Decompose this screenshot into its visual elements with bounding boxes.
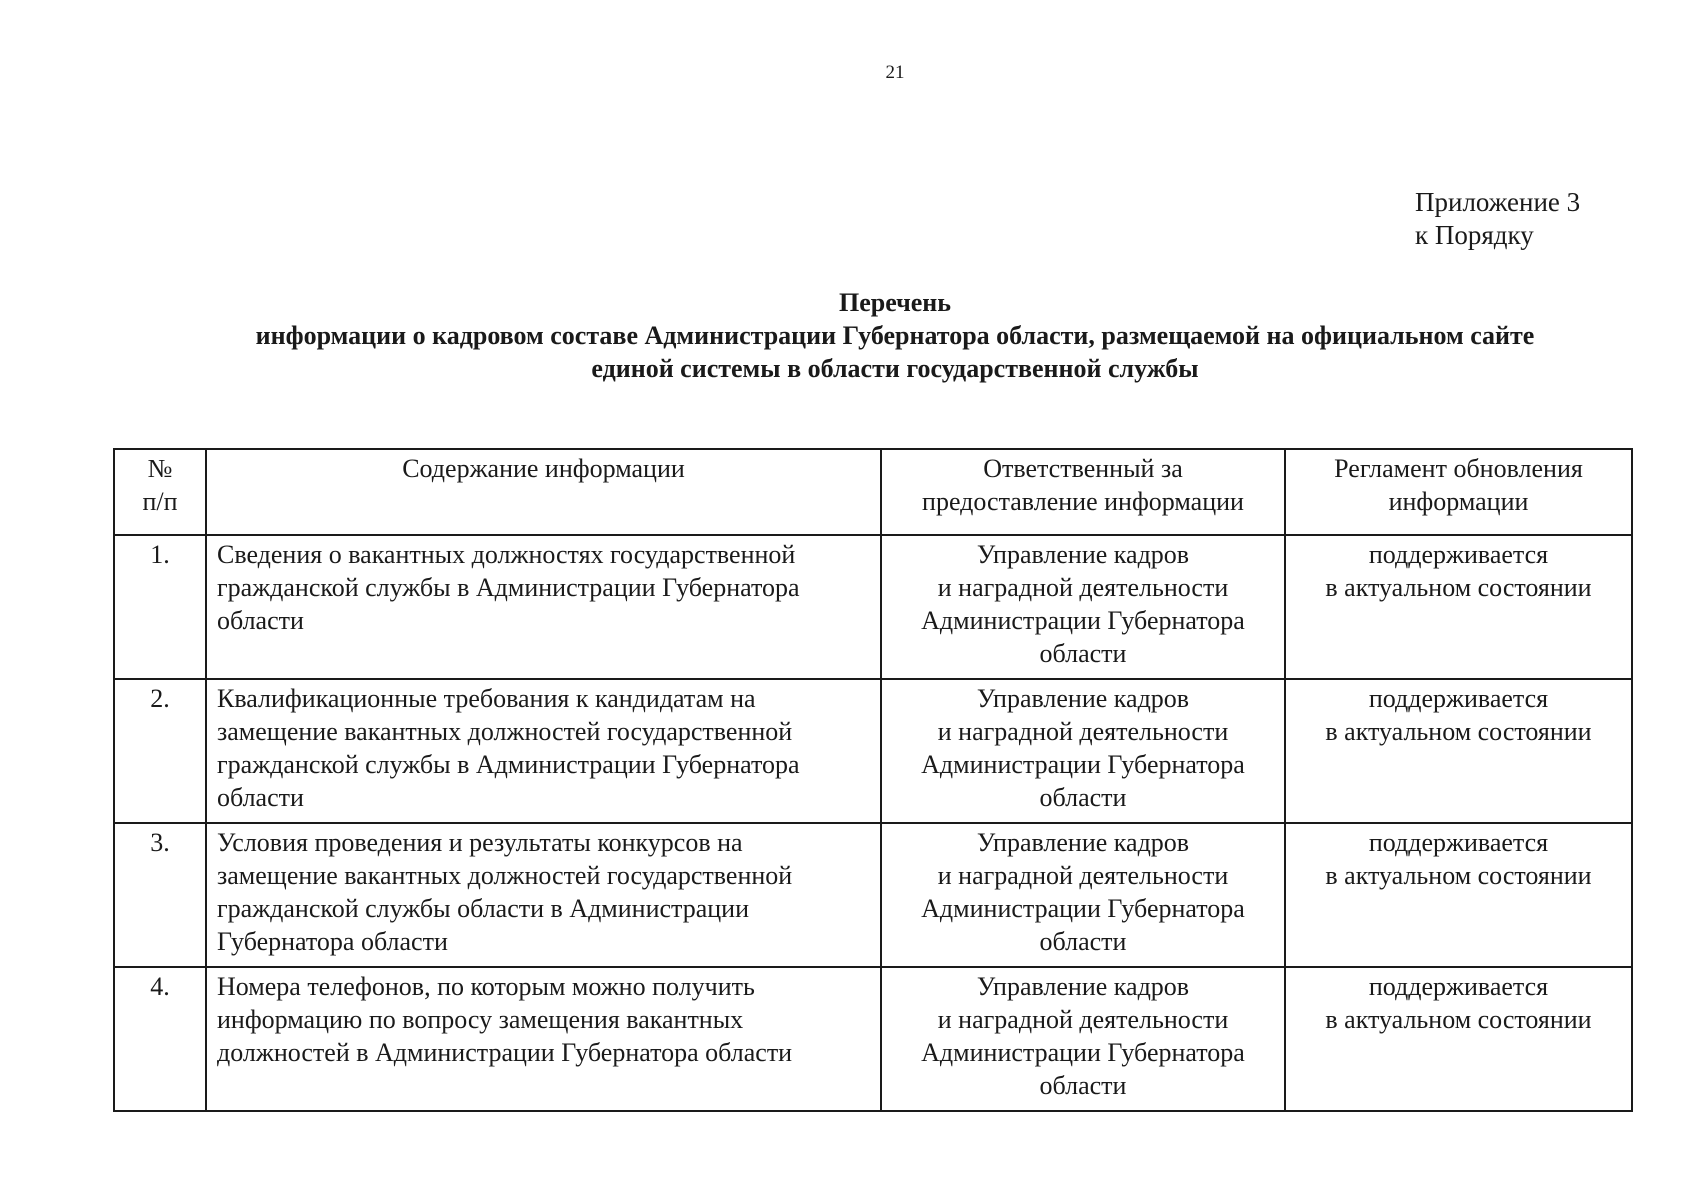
responsible-line: и наградной деятельности: [937, 861, 1229, 890]
appendix-note: [1415, 186, 1580, 252]
content-line: гражданской службы в Администрации Губернатора: [217, 573, 800, 602]
header-line: Регламент обновления: [1334, 454, 1583, 483]
regulation-line: в актуальном состоянии: [1325, 1005, 1592, 1034]
page-number: 21: [885, 62, 905, 83]
table-row: [114, 535, 1632, 679]
header-line: информации: [1388, 487, 1529, 516]
content-line: Губернатора области: [217, 927, 448, 956]
responsible-line: Управление кадров: [976, 540, 1190, 569]
content-line: Условия проведения и результаты конкурсов на: [217, 828, 743, 857]
header-line: п/п: [142, 487, 178, 516]
row-regulation: [1285, 679, 1632, 823]
title-line: единой системы в области государственной службы: [591, 354, 1199, 383]
title-line: Перечень: [838, 288, 952, 317]
header-regulation: [1285, 449, 1632, 535]
regulation-line: поддерживается: [1368, 684, 1549, 713]
content-line: области: [217, 606, 304, 635]
content-line: замещение вакантных должностей государственной: [217, 861, 793, 890]
content-line: информацию по вопросу замещения вакантных: [217, 1005, 744, 1034]
table-row: [114, 679, 1632, 823]
responsible-line: и наградной деятельности: [937, 1005, 1229, 1034]
content-line: гражданской службы области в Администрации: [217, 894, 749, 923]
responsible-line: области: [1039, 639, 1127, 668]
responsible-line: области: [1039, 783, 1127, 812]
appendix-line: Приложение 3: [1415, 187, 1581, 217]
row-responsible: [881, 823, 1285, 967]
regulation-line: поддерживается: [1368, 828, 1549, 857]
title-line: информации о кадровом составе Администрации Губернатора области, размещаемой на официальном сайте: [255, 321, 1535, 350]
header-num: [114, 449, 206, 535]
row-number: 4.: [114, 967, 206, 1111]
row-responsible: [881, 679, 1285, 823]
responsible-line: Управление кадров: [976, 684, 1190, 713]
table-row: [114, 823, 1632, 967]
row-content: [206, 967, 881, 1111]
responsible-line: Администрации Губернатора: [921, 894, 1245, 923]
content-line: гражданской службы в Администрации Губернатора: [217, 750, 800, 779]
content-line: Квалификационные требования к кандидатам на: [217, 684, 756, 713]
table-row: [114, 967, 1632, 1111]
row-responsible: [881, 535, 1285, 679]
responsible-line: области: [1039, 1071, 1127, 1100]
content-line: области: [217, 783, 304, 812]
row-content: [206, 823, 881, 967]
responsible-line: и наградной деятельности: [937, 573, 1229, 602]
content-line: должностей в Администрации Губернатора области: [217, 1038, 793, 1067]
row-number: 2.: [114, 679, 206, 823]
responsible-line: области: [1039, 927, 1127, 956]
row-regulation: [1285, 823, 1632, 967]
appendix-line: к Порядку: [1415, 220, 1534, 250]
regulation-line: поддерживается: [1368, 972, 1549, 1001]
responsible-line: Управление кадров: [976, 972, 1190, 1001]
header-line: Содержание информации: [402, 454, 685, 483]
document-title: [150, 286, 1640, 385]
responsible-line: Администрации Губернатора: [921, 606, 1245, 635]
header-line: Ответственный за: [983, 454, 1183, 483]
regulation-line: в актуальном состоянии: [1325, 573, 1592, 602]
header-line: предоставление информации: [922, 487, 1244, 516]
regulation-line: в актуальном состоянии: [1325, 717, 1592, 746]
information-table: [113, 448, 1633, 1112]
content-line: Сведения о вакантных должностях государственной: [217, 540, 796, 569]
regulation-line: поддерживается: [1368, 540, 1549, 569]
row-responsible: [881, 967, 1285, 1111]
regulation-line: в актуальном состоянии: [1325, 861, 1592, 890]
responsible-line: Управление кадров: [976, 828, 1190, 857]
responsible-line: и наградной деятельности: [937, 717, 1229, 746]
header-responsible: [881, 449, 1285, 535]
content-line: замещение вакантных должностей государственной: [217, 717, 793, 746]
responsible-line: Администрации Губернатора: [921, 750, 1245, 779]
responsible-line: Администрации Губернатора: [921, 1038, 1245, 1067]
row-content: [206, 679, 881, 823]
row-number: 3.: [114, 823, 206, 967]
row-number: 1.: [114, 535, 206, 679]
row-regulation: [1285, 535, 1632, 679]
content-line: Номера телефонов, по которым можно получить: [217, 972, 755, 1001]
table-header-row: [114, 449, 1632, 535]
header-line: №: [147, 454, 173, 483]
header-content: [206, 449, 881, 535]
row-content: [206, 535, 881, 679]
row-regulation: [1285, 967, 1632, 1111]
